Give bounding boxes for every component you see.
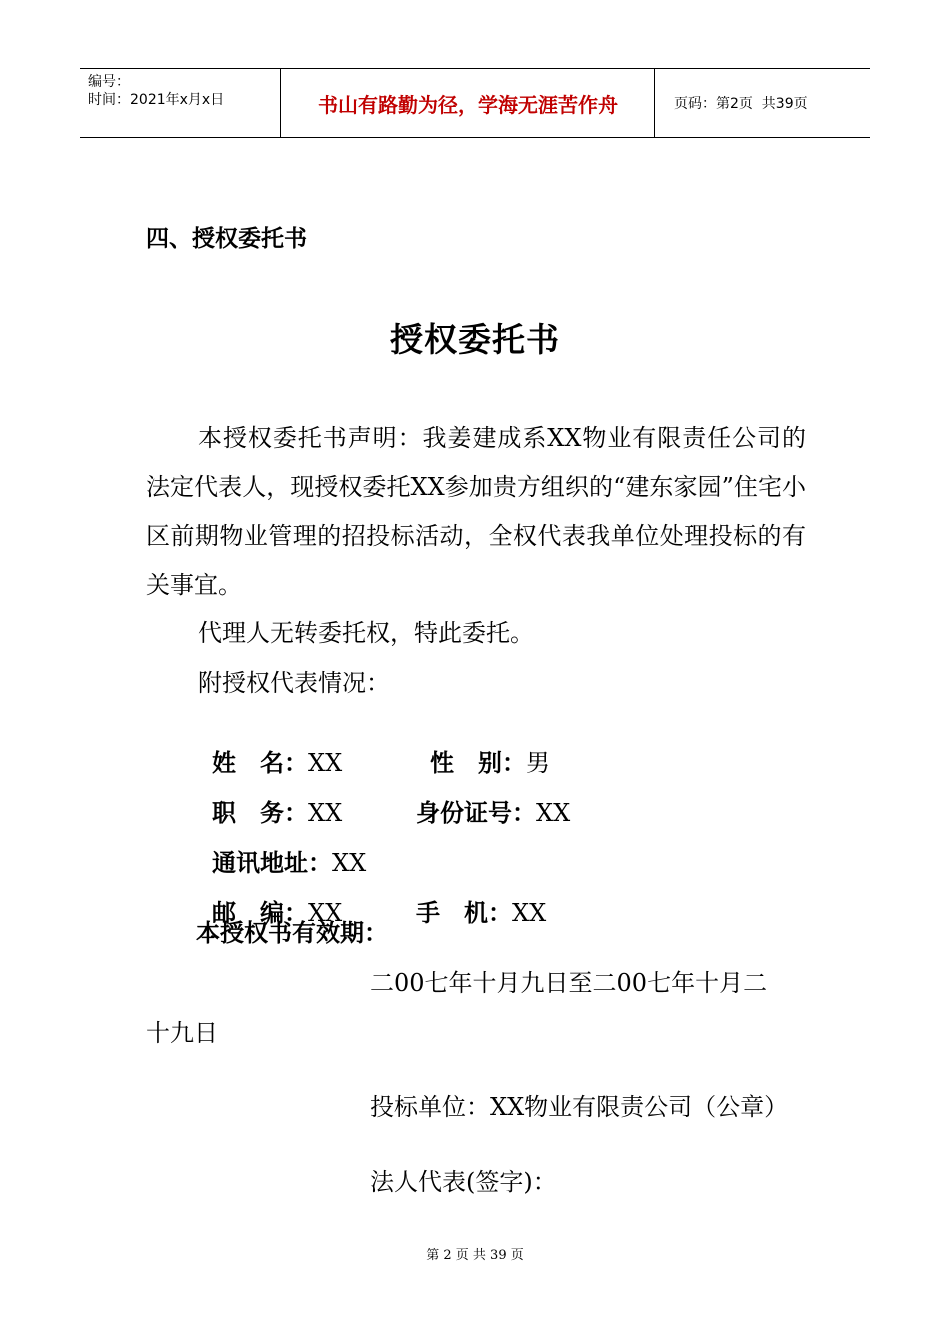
rep-position-label: 职 务： (212, 799, 308, 827)
rep-mobile-row (400, 868, 546, 962)
rep-postcode-label: 邮 编： (212, 899, 308, 927)
rep-name-label: 姓 名： (212, 749, 308, 777)
header-page-info: 页码：第2页 共39页 (674, 96, 808, 112)
rep-address-value: XX (332, 849, 367, 877)
rep-postcode-value: XX (308, 899, 343, 927)
rep-id-value: XX (536, 799, 571, 827)
validity-period-line1: 二00七年十月九日至二00七年十月二 (370, 969, 768, 997)
rep-mobile-label: 手 机： (416, 899, 512, 927)
header-page-info-cell (664, 69, 870, 137)
header-number-label: 编号： (88, 74, 130, 90)
document-title: 授权委托书 (390, 320, 560, 359)
attached-info-label: 附授权代表情况： (198, 669, 390, 697)
header-time-label: 时间：2021年x月x日 (88, 92, 225, 108)
rep-position-value: XX (308, 799, 343, 827)
no-transfer-statement: 代理人无转委托权，特此委托。 (198, 619, 534, 647)
declaration-paragraph: 本授权委托书声明：我姜建成系XX物业有限责任公司的法定代表人，现授权委托XX参加贵方组织的“建东家园”住宅小区前期物业管理的招投标活动，全权代表我单位处理投标的有关事宜。 (146, 424, 806, 599)
legal-representative-signature: 法人代表(签字)： (370, 1168, 557, 1196)
rep-gender-value: 男 (526, 749, 550, 777)
page-footer (0, 1244, 950, 1263)
rep-address-label: 通讯地址： (212, 849, 332, 877)
footer-page-number: 第 2 页 共 39 页 (426, 1248, 524, 1263)
rep-id-row (400, 768, 570, 862)
header-meta-cell (80, 69, 280, 137)
bidder-unit: 投标单位：XX物业有限责公司（公章） (370, 1093, 789, 1121)
rep-name-value: XX (308, 749, 343, 777)
header-divider (280, 69, 281, 137)
rep-gender-label: 性 别： (430, 749, 526, 777)
rep-mobile-value: XX (512, 899, 547, 927)
header-divider (654, 69, 655, 137)
validity-period-line2: 十九日 (146, 1019, 218, 1047)
rep-id-label: 身份证号： (416, 799, 536, 827)
header-motto: 书山有路勤为径，学海无涯苦作舟 (318, 92, 618, 117)
section-heading: 四、授权委托书 (146, 226, 307, 252)
page-header-table (80, 68, 870, 138)
validity-label: 本授权书有效期： (196, 919, 388, 947)
